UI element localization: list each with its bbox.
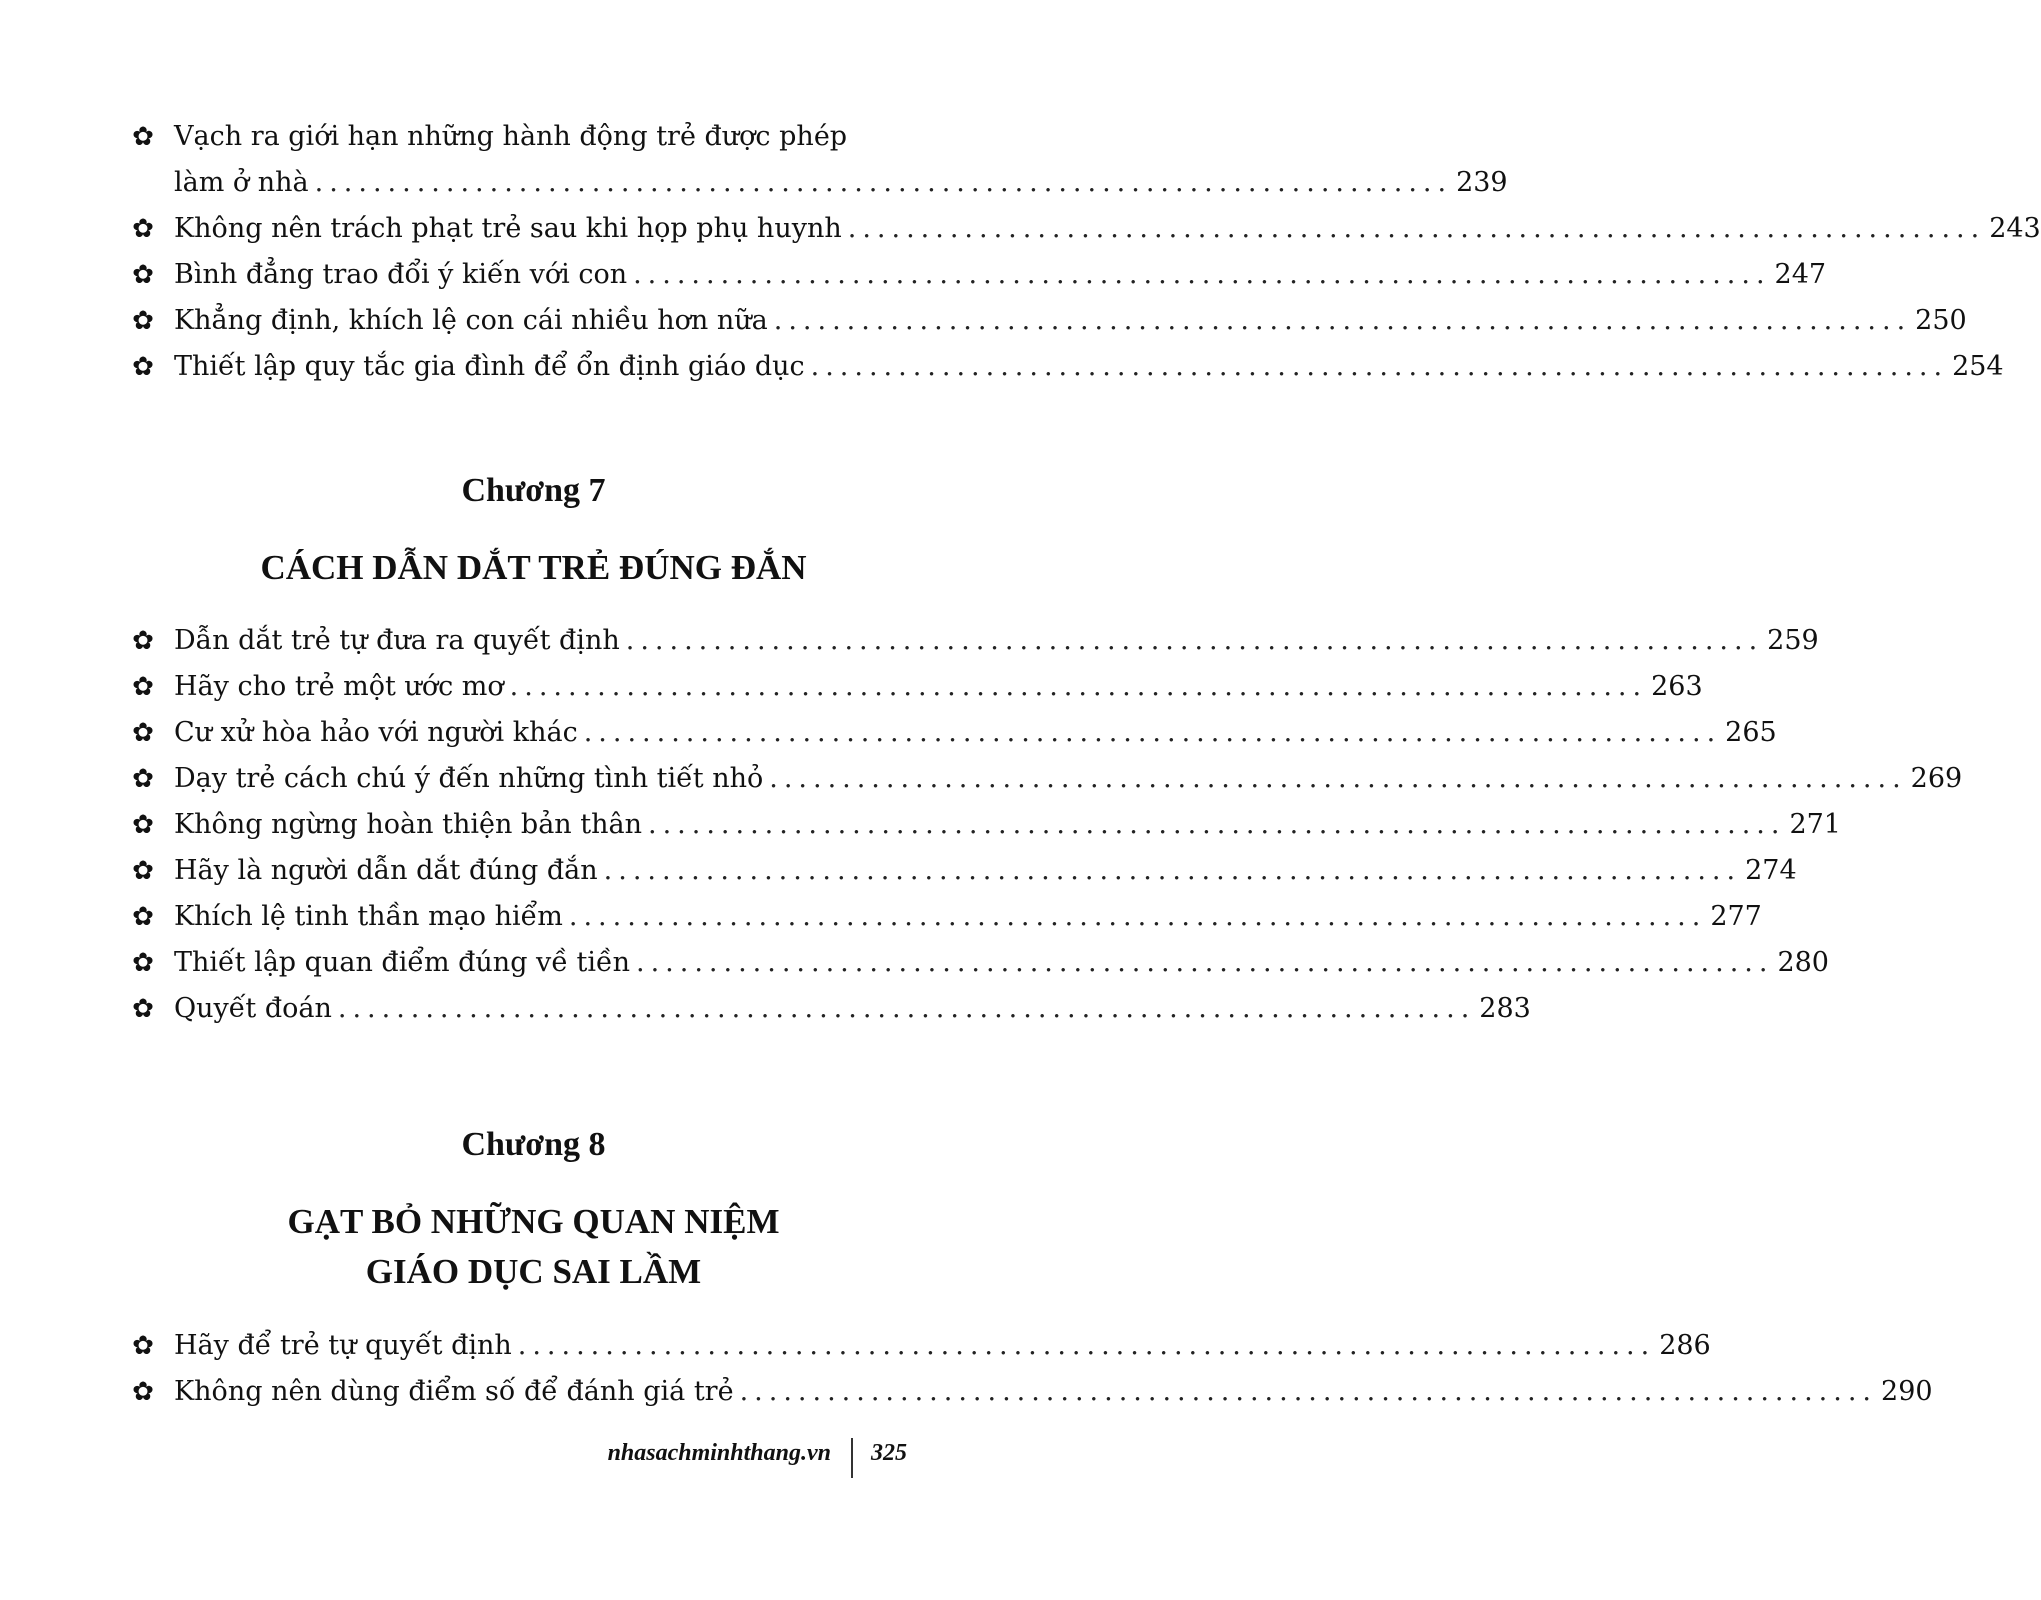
- flower-bullet-icon: ✿: [132, 810, 154, 840]
- flower-bullet-icon: ✿: [132, 672, 154, 702]
- toc-entry: [128, 1369, 1933, 1415]
- dot-leader: ..............................................................................: [583, 717, 1722, 748]
- toc-entry: [128, 664, 1703, 710]
- toc-entry-title: Không nên dùng điểm số để đánh giá trẻ: [174, 1376, 734, 1407]
- flower-bullet-icon: ✿: [132, 902, 154, 932]
- toc-entry-page: 265: [1725, 717, 1777, 748]
- dot-leader: ..............................................................................: [314, 167, 1453, 198]
- chapter-7-title: CÁCH DẪN DẮT TRẺ ĐÚNG ĐẮN: [260, 548, 807, 587]
- flower-bullet-icon: ✿: [132, 764, 154, 794]
- toc-entry-title: Hãy là người dẫn dắt đúng đắn: [174, 855, 598, 886]
- dot-leader: ..............................................................................: [603, 855, 1742, 886]
- toc-entry-page: 271: [1789, 809, 1841, 840]
- toc-entry-title: Khích lệ tinh thần mạo hiểm: [174, 901, 563, 932]
- dot-leader: ..............................................................................: [633, 259, 1771, 290]
- toc-entry: [128, 1323, 1711, 1369]
- toc-entry: [128, 206, 2041, 252]
- toc-entry: [128, 252, 1827, 298]
- chapter-8-title-line2: GIÁO DỤC SAI LẦM: [365, 1252, 702, 1291]
- toc-entry-title: Không nên trách phạt trẻ sau khi họp phụ huynh: [174, 213, 842, 244]
- toc-entry: [128, 618, 1819, 664]
- flower-bullet-icon: ✿: [132, 948, 154, 978]
- toc-entry-title: Khẳng định, khích lệ con cái nhiều hơn nữa: [174, 305, 768, 336]
- toc-entry-title: Hãy để trẻ tự quyết định: [174, 1330, 512, 1361]
- dot-leader: ..............................................................................: [810, 351, 1949, 382]
- toc-entry-title: Thiết lập quy tắc gia đình để ổn định giáo dục: [174, 351, 805, 382]
- toc-entry-page: 274: [1745, 855, 1797, 886]
- toc-entry: [128, 710, 1777, 756]
- toc-entry-title: làm ở nhà: [174, 167, 309, 198]
- toc-entry: [128, 298, 1967, 344]
- flower-bullet-icon: ✿: [132, 352, 154, 382]
- toc-entry-page: 280: [1777, 947, 1829, 978]
- toc-entry-page: 259: [1767, 625, 1819, 656]
- toc-entry-page: 243: [1989, 213, 2041, 244]
- toc-entry-title-line1: Vạch ra giới hạn những hành động trẻ được phép: [174, 121, 848, 152]
- toc-entry-page: 263: [1651, 671, 1703, 702]
- toc-list-chapter-8: [128, 1323, 1933, 1415]
- toc-entry: [128, 756, 1963, 802]
- toc-entry: [128, 802, 1841, 848]
- toc-entry-title: Dẫn dắt trẻ tự đưa ra quyết định: [174, 625, 620, 656]
- dot-leader: ..............................................................................: [517, 1330, 1656, 1361]
- toc-entry-page: 290: [1881, 1376, 1933, 1407]
- toc-entry-page: 269: [1910, 763, 1963, 794]
- flower-bullet-icon: ✿: [132, 214, 154, 244]
- toc-entry: [128, 344, 2004, 390]
- flower-bullet-icon: ✿: [132, 260, 154, 290]
- toc-entry-title: Bình đẳng trao đổi ý kiến với con: [174, 259, 628, 290]
- footer-website: nhasachminhthang.vn: [607, 1440, 831, 1466]
- toc-entry-title: Dạy trẻ cách chú ý đến những tình tiết nhỏ: [174, 763, 764, 794]
- toc-entry-page: 286: [1659, 1330, 1711, 1361]
- toc-entry-title: Quyết đoán: [174, 993, 332, 1024]
- flower-bullet-icon: ✿: [132, 718, 154, 748]
- toc-entry-title: Hãy cho trẻ một ước mơ: [174, 671, 504, 702]
- dot-leader: ..............................................................................: [847, 213, 1986, 244]
- toc-list-top: [128, 114, 2041, 390]
- toc-entry: [128, 894, 1762, 940]
- dot-leader: ..............................................................................: [648, 809, 1786, 840]
- dot-leader: ..............................................................................: [509, 671, 1648, 702]
- toc-entry-title: Cư xử hòa hảo với người khác: [174, 717, 578, 748]
- toc-entry-page: 277: [1710, 901, 1762, 932]
- flower-bullet-icon: ✿: [132, 122, 154, 152]
- dot-leader: ..............................................................................: [739, 1376, 1878, 1407]
- footer-page-number: 325: [871, 1440, 907, 1466]
- toc-entry-page: 239: [1456, 167, 1508, 198]
- dot-leader: ..............................................................................: [625, 625, 1764, 656]
- flower-bullet-icon: ✿: [132, 1377, 154, 1407]
- flower-bullet-icon: ✿: [132, 626, 154, 656]
- dot-leader: ..............................................................................: [636, 947, 1774, 978]
- dot-leader: ..............................................................................: [773, 305, 1912, 336]
- toc-entry-title: Không ngừng hoàn thiện bản thân: [174, 809, 643, 840]
- footer-divider: [851, 1438, 853, 1478]
- flower-bullet-icon: ✿: [132, 994, 154, 1024]
- chapter-8-title-line1: GẠT BỎ NHỮNG QUAN NIỆM: [287, 1202, 780, 1241]
- flower-bullet-icon: ✿: [132, 1331, 154, 1361]
- toc-list-chapter-7: [128, 618, 1963, 1032]
- toc-entry-page: 254: [1952, 351, 2004, 382]
- flower-bullet-icon: ✿: [132, 856, 154, 886]
- dot-leader: ..............................................................................: [769, 763, 1907, 794]
- toc-entry: [128, 986, 1531, 1032]
- chapter-8-label: Chương 8: [461, 1126, 606, 1163]
- toc-entry-page: 250: [1915, 305, 1967, 336]
- flower-bullet-icon: ✿: [132, 306, 154, 336]
- toc-entry-page: 283: [1479, 993, 1531, 1024]
- chapter-7-label: Chương 7: [461, 472, 606, 509]
- toc-entry: [128, 848, 1797, 894]
- toc-entry-page: 247: [1774, 259, 1827, 290]
- toc-entry-title: Thiết lập quan điểm đúng về tiền: [174, 947, 630, 978]
- toc-entry: [128, 940, 1829, 986]
- dot-leader: ..............................................................................: [568, 901, 1707, 932]
- toc-entry: [128, 114, 1508, 206]
- dot-leader: ..............................................................................: [337, 993, 1476, 1024]
